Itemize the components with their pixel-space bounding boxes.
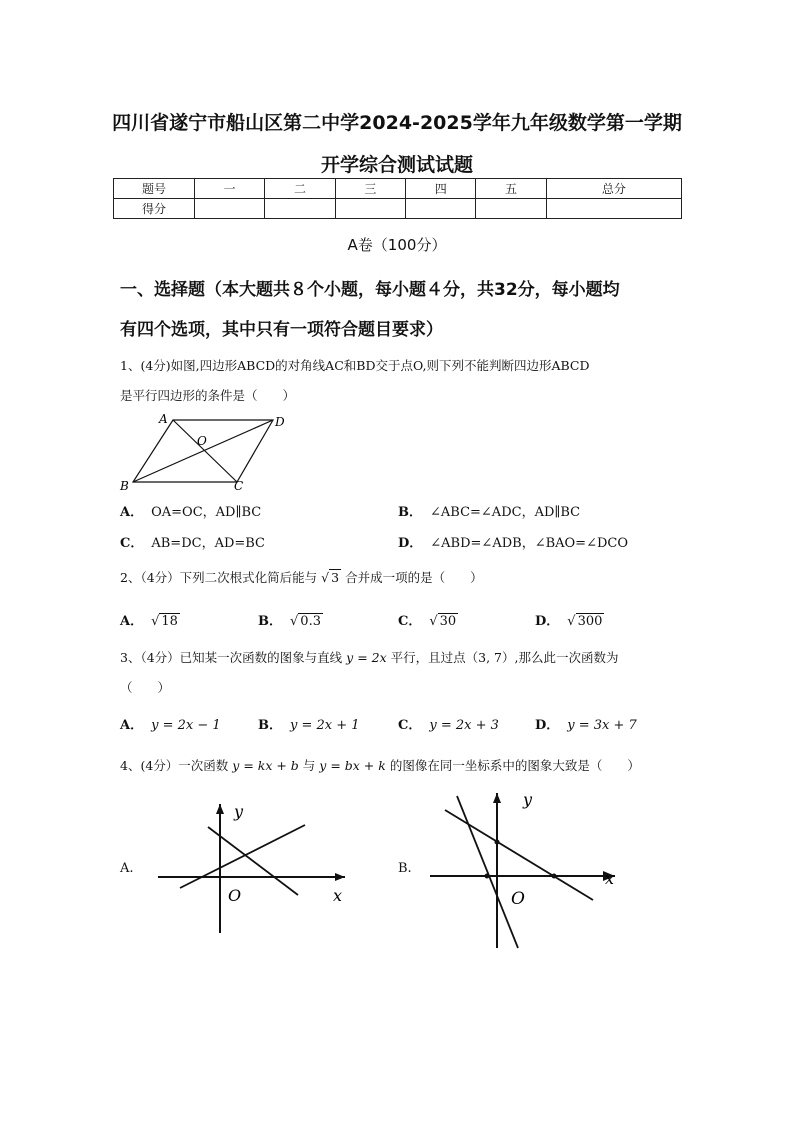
diagonal-bd — [133, 420, 273, 482]
q1-option-a[interactable] — [120, 501, 261, 520]
score-input-cell[interactable] — [265, 199, 335, 219]
option-text: ∠ABD=∠ADB，∠BAO=∠DCO — [430, 536, 628, 551]
axis-x-label: x — [605, 869, 615, 888]
q3-option-d[interactable] — [535, 714, 637, 733]
option-expr: y = 3x + 7 — [567, 718, 637, 733]
table-cell: 二 — [265, 179, 335, 199]
q1-option-b[interactable] — [398, 501, 580, 520]
table-cell: 总分 — [546, 179, 681, 199]
q4-graph-b[interactable] — [425, 790, 625, 955]
intersection-point — [495, 840, 500, 845]
q2-option-c[interactable]: C． √ 30 — [398, 614, 457, 629]
q1-option-d[interactable] — [398, 532, 628, 551]
option-letter: D． — [535, 718, 560, 733]
option-expr: y = 2x + 1 — [290, 718, 360, 733]
section1-heading-line2: 有四个选项，其中只有一项符合题目要求） — [120, 320, 443, 340]
paper-a-label: A卷（100分） — [347, 236, 447, 254]
label-d: D — [275, 415, 285, 429]
q3-prefix: 3、（4分）已知某一次函数的图象与直线 — [120, 650, 343, 665]
option-letter: C． — [120, 536, 144, 551]
option-letter: C． — [398, 614, 422, 629]
line-2 — [445, 810, 593, 900]
y-axis-arrow-icon — [493, 793, 501, 803]
table-cell: 得分 — [114, 199, 195, 219]
q2-option-b[interactable]: B． √ 0.3 — [258, 614, 321, 629]
q3-stem — [120, 648, 618, 666]
q4-mid: 与 — [302, 758, 316, 773]
axis-x-label: x — [333, 886, 343, 905]
axis-y-label: y — [523, 790, 533, 809]
origin-label: O — [511, 889, 525, 909]
option-letter: B． — [258, 614, 282, 629]
option-text: ∠ABC=∠ADC，AD∥BC — [430, 505, 581, 520]
option-text: OA=OC，AD∥BC — [151, 505, 262, 520]
score-table — [113, 178, 682, 219]
score-input-cell[interactable] — [546, 199, 681, 219]
page-title-line2: 开学综合测试试题 — [320, 154, 473, 176]
option-letter: A． — [120, 614, 144, 629]
q2-stem — [120, 568, 483, 586]
q2-prefix: 2、（4分）下列二次根式化简后能与 — [120, 570, 318, 585]
q4-expr2: y = bx + k — [319, 758, 386, 773]
q3-suffix: 平行，且过点（3, 7）,那么此一次函数为 — [390, 650, 619, 665]
q2-suffix: 合并成一项的是（ ） — [345, 570, 483, 585]
diagonal-ac — [173, 420, 237, 482]
table-cell: 五 — [476, 179, 546, 199]
q1-parallelogram-figure — [115, 410, 295, 495]
line-2 — [208, 827, 298, 895]
q1-option-c[interactable] — [120, 532, 265, 551]
table-cell: 题号 — [114, 179, 195, 199]
q4-prefix: 4、(4分）一次函数 — [120, 758, 229, 773]
option-expr: y = 2x + 3 — [429, 718, 499, 733]
option-expr: y = 2x − 1 — [151, 718, 221, 733]
label-c: C — [234, 479, 244, 493]
q2-option-a[interactable]: A． √ 18 — [120, 614, 178, 629]
option-letter: D． — [535, 614, 560, 629]
option-letter: C． — [398, 718, 422, 733]
line-1 — [457, 796, 518, 948]
section1-heading-line1: 一、选择题（本大题共８个小题，每小题４分，共32分，每小题均 — [120, 280, 620, 300]
option-letter: B． — [258, 718, 282, 733]
q4-suffix: 的图像在同一坐标系中的图象大致是（ ） — [389, 758, 640, 773]
score-input-cell[interactable] — [476, 199, 546, 219]
table-cell: 一 — [195, 179, 265, 199]
intersection-point — [485, 874, 490, 879]
line-1 — [180, 825, 305, 888]
q3-line-expr: y = 2x — [346, 650, 387, 665]
label-b: B — [120, 479, 129, 493]
option-radicand: 300 — [577, 614, 603, 629]
q4-option-a-label[interactable]: A. — [120, 861, 134, 876]
q1-line1: 1、(4分)如图,四边形ABCD的对角线AC和BD交于点O,则下列不能判断四边形ABCD — [120, 358, 590, 373]
table-cell: 三 — [335, 179, 405, 199]
intersection-point — [552, 874, 557, 879]
q3-line2: （ ） — [120, 680, 171, 695]
score-table-header-row — [114, 179, 682, 199]
x-axis-arrow-icon — [335, 873, 345, 881]
axis-y-label: y — [234, 802, 244, 821]
label-o: O — [197, 434, 207, 448]
q4-expr1: y = kx + b — [232, 758, 299, 773]
option-radicand: 18 — [161, 614, 178, 629]
option-letter: A． — [120, 505, 144, 520]
q1-line2: 是平行四边形的条件是（ ） — [120, 388, 296, 403]
origin-label: O — [228, 886, 242, 905]
option-radicand: 30 — [439, 614, 457, 629]
option-letter: A． — [120, 718, 144, 733]
score-table-score-row — [114, 199, 682, 219]
option-letter: B． — [398, 505, 422, 520]
option-radicand: 0.3 — [300, 614, 321, 629]
q3-option-b[interactable] — [258, 714, 360, 733]
table-cell: 四 — [406, 179, 476, 199]
option-letter: D． — [398, 536, 423, 551]
q3-option-a[interactable] — [120, 714, 221, 733]
y-axis-arrow-icon — [216, 804, 224, 814]
score-input-cell[interactable] — [195, 199, 265, 219]
score-input-cell[interactable] — [335, 199, 405, 219]
score-input-cell[interactable] — [406, 199, 476, 219]
q4-graph-a[interactable] — [150, 800, 350, 940]
label-a: A — [159, 412, 168, 426]
page-title-line1: 四川省遂宁市船山区第二中学2024-2025学年九年级数学第一学期 — [112, 112, 682, 134]
option-text: AB=DC，AD=BC — [151, 536, 266, 551]
q4-option-b-label[interactable]: B. — [398, 861, 412, 876]
q3-option-c[interactable] — [398, 714, 499, 733]
q2-option-d[interactable]: D． √ 300 — [535, 614, 603, 629]
q2-radical: √ 3 — [321, 570, 340, 585]
q4-stem — [120, 756, 640, 774]
